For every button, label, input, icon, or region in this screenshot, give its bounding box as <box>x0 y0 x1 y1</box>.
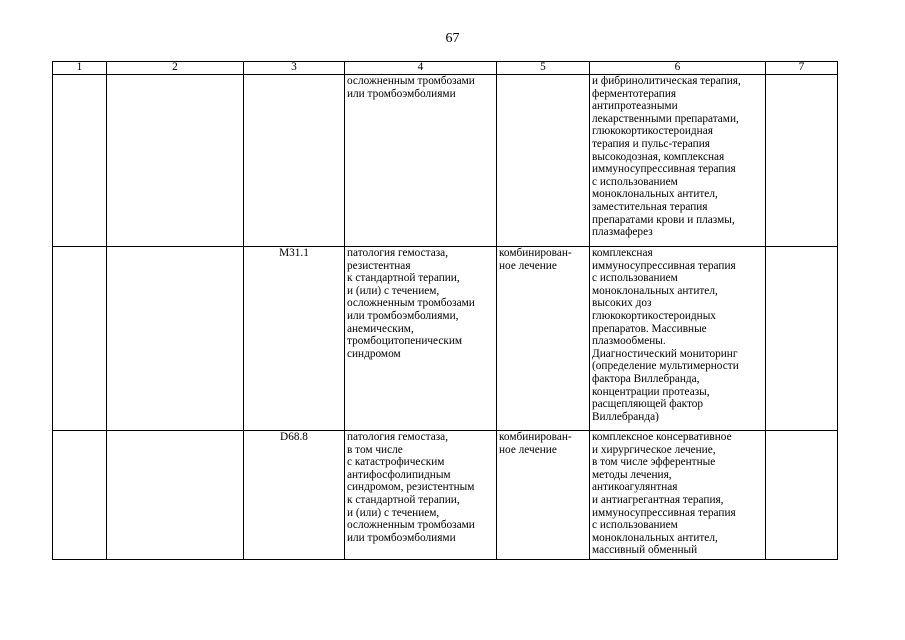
table-row <box>53 247 838 431</box>
column-header-6: 6 <box>590 62 766 75</box>
cell-therapy: и фибринолитическая терапия, ферментотерапия антипротеазными лекарственными препаратами, глюкокортикостероидная терапия и пульс-терапия высокодозная, комплексная иммуносупрессивная терапия с использованием моноклональных антител, заместительная терапия препаратами крови и плазмы, плазмаферез <box>590 75 766 247</box>
cell-col2 <box>107 75 244 247</box>
cell-treatment-type <box>497 75 590 247</box>
cell-condition: патология гемостаза, в том числе с катастрофическим антифосфолипидным синдромом, резистентным к стандартной терапии, и (или) с течением, осложненным тромбозами или тромбоэмболиями <box>345 431 497 560</box>
cell-therapy: комплексное консервативное и хирургическое лечение, в том числе эфферентные методы лечения, антикоагулянтная и антиагрегантная терапия, иммуносупрессивная терапия с использованием моноклональных антител, массивный обменный <box>590 431 766 560</box>
document-table <box>52 61 838 560</box>
cell-col1 <box>53 247 107 431</box>
column-header-4: 4 <box>345 62 497 75</box>
table-row <box>53 431 838 560</box>
cell-col7 <box>766 247 838 431</box>
column-header-7: 7 <box>766 62 838 75</box>
cell-col2 <box>107 247 244 431</box>
cell-condition: патология гемостаза, резистентная к стандартной терапии, и (или) с течением, осложненным тромбозами или тромбоэмболиями, анемическим, тромбоцитопеническим синдромом <box>345 247 497 431</box>
cell-code: D68.8 <box>244 431 345 560</box>
table-header-row <box>53 62 838 75</box>
cell-code: M31.1 <box>244 247 345 431</box>
column-header-5: 5 <box>497 62 590 75</box>
cell-treatment-type: комбинирован- ное лечение <box>497 431 590 560</box>
cell-col7 <box>766 431 838 560</box>
column-header-2: 2 <box>107 62 244 75</box>
column-header-1: 1 <box>53 62 107 75</box>
cell-col1 <box>53 431 107 560</box>
cell-code <box>244 75 345 247</box>
table-row <box>53 75 838 247</box>
cell-therapy: комплексная иммуносупрессивная терапия с использованием моноклональных антител, высоких доз глюкокортикостероидных препаратов. Массивные плазмообмены. Диагностический мониторинг (определение мультимерности фактора Виллебранда, концентрации протеазы, расщепляющей фактор Виллебранда) <box>590 247 766 431</box>
cell-col1 <box>53 75 107 247</box>
cell-col2 <box>107 431 244 560</box>
cell-treatment-type: комбинирован- ное лечение <box>497 247 590 431</box>
cell-condition: осложненным тромбозами или тромбоэмболиями <box>345 75 497 247</box>
column-header-3: 3 <box>244 62 345 75</box>
page-number: 67 <box>445 31 460 46</box>
cell-col7 <box>766 75 838 247</box>
